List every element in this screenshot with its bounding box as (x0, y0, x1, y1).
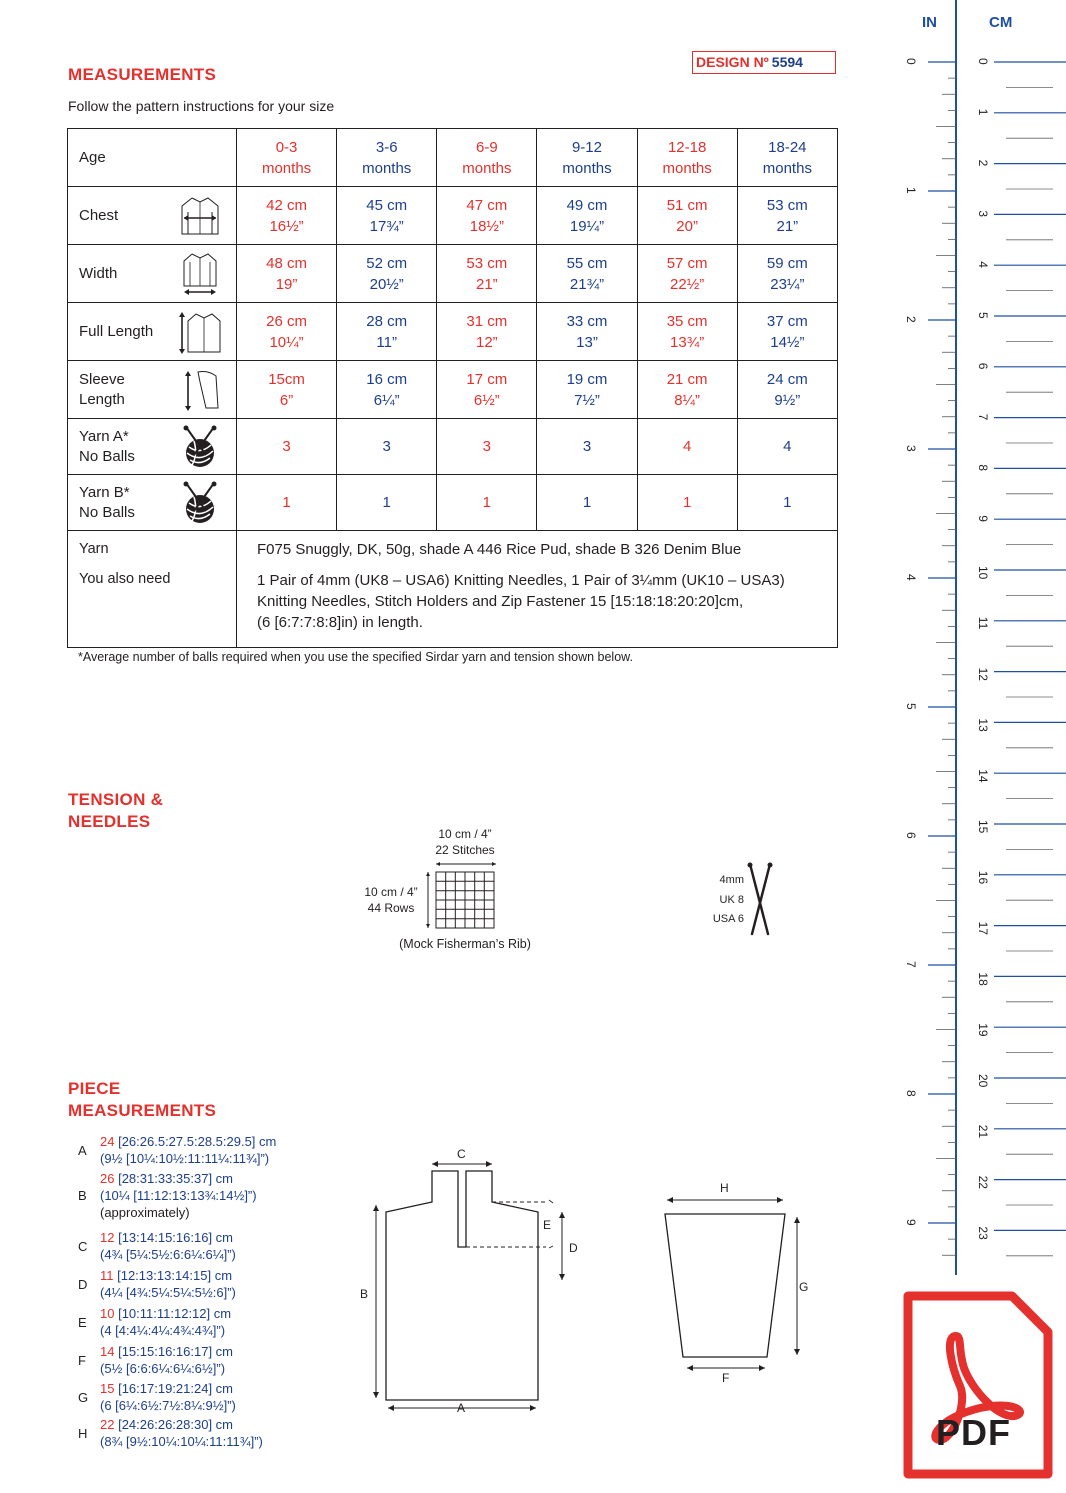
piece-inch-value: (6 [6¼:6½:7½:8¼:9½]”) (100, 1398, 236, 1413)
piece-cm-value: 24 [26:26.5:27.5:28.5:29.5] cm (100, 1134, 277, 1149)
piece-inch-value: (9½ [10¼:10½:11:11¼:11¾]”) (100, 1151, 270, 1166)
full-length-cell: 28 cm 11” (337, 303, 437, 361)
piece-measurement-item (78, 1417, 378, 1457)
piece-measurement-item (78, 1171, 378, 1220)
sleeve-length-row (68, 361, 838, 419)
row-label: Width (79, 264, 118, 282)
piece-letter: H (78, 1426, 88, 1441)
piece-measurement-item (78, 1344, 378, 1384)
width-cell: 59 cm 23¼” (737, 245, 837, 303)
piece-letter: E (78, 1315, 87, 1330)
inch-number: 9 (904, 1219, 918, 1226)
yarn-a-row (68, 419, 838, 475)
yarn-b-row (68, 475, 838, 531)
sleeve-cell: 21 cm 8¼” (637, 361, 737, 419)
chest-row (68, 187, 838, 245)
inch-number: 2 (904, 316, 918, 323)
full-length-row (68, 303, 838, 361)
yarn-ball-icon (178, 481, 222, 525)
row-label: Yarn B* No Balls (79, 483, 135, 521)
diagram-label-b: B (360, 1287, 369, 1301)
also-need-value: 1 Pair of 4mm (UK8 – USA6) Knitting Needles, 1 Pair of 3¼mm (UK10 – USA3) Knitting Needles, Stitch Holders and Zip Fastener 15 [15:18:18:20:20]cm, (6 [6:7:7:8:8]in) in length. (257, 572, 785, 631)
piece-letter: A (78, 1143, 87, 1158)
inch-number: 4 (904, 574, 918, 581)
cm-number: 7 (976, 413, 990, 421)
cm-number: 1 (976, 108, 990, 116)
cm-number: 12 (976, 667, 990, 681)
sleeve-cell: 24 cm 9½” (737, 361, 837, 419)
tension-swatch-grid (420, 862, 500, 932)
needle-sizes: 4mm UK 8 USA 6 (712, 874, 744, 925)
size-header: 18-24 months (737, 129, 837, 187)
piece-cm-value: 15 [16:17:19:21:24] cm (100, 1381, 233, 1396)
design-number: 5594 (771, 54, 803, 70)
ruler-in-label: IN (922, 14, 937, 31)
pattern-subtitle: Follow the pattern instructions for your size (68, 98, 335, 114)
width-row (68, 245, 838, 303)
piece-inch-value: (4 [4:4¼:4¼:4¾:4¾]”) (100, 1323, 226, 1338)
tension-title: TENSION & NEEDLES (68, 790, 164, 831)
row-label: Chest (79, 206, 119, 224)
inch-number: 6 (904, 832, 918, 839)
cm-number: 17 (976, 921, 990, 935)
footnote: *Average number of balls required when you use the specified Sirdar yarn and tension shown below. (78, 650, 633, 664)
cm-number: 21 (976, 1124, 990, 1139)
inch-number: 3 (904, 445, 918, 452)
piece-cm-value: 14 [15:15:16:16:17] cm (100, 1344, 233, 1359)
cm-number: 0 (976, 58, 990, 65)
chest-cell: 51 cm 20” (637, 187, 737, 245)
yarn-a-cell: 3 (537, 419, 637, 475)
cm-number: 10 (976, 566, 990, 580)
stitch-pattern-name: (Mock Fisherman’s Rib) (399, 937, 531, 951)
size-header: 9-12 months (537, 129, 637, 187)
piece-note: (approximately) (100, 1205, 190, 1220)
row-label: Full Length (79, 322, 154, 340)
inch-number: 1 (904, 187, 918, 194)
tension-height-label: 10 cm / 4” 44 Rows (364, 885, 418, 915)
yarn-a-cell: 3 (437, 419, 537, 475)
cm-number: 19 (976, 1023, 990, 1037)
full-length-cell: 35 cm 13¾” (637, 303, 737, 361)
knitting-needles-icon (746, 862, 774, 936)
sleeve-cell: 19 cm 7½” (537, 361, 637, 419)
sleeve-cell: 16 cm 6¼” (337, 361, 437, 419)
yarn-a-cell: 4 (737, 419, 837, 475)
width-cell: 48 cm 19” (237, 245, 337, 303)
piece-inch-value: (5½ [6:6:6¼:6¼:6½]”) (100, 1361, 226, 1376)
sleeve-cell: 15cm 6” (237, 361, 337, 419)
piece-cm-value: 10 [10:11:11:12:12] cm (100, 1306, 232, 1321)
inch-number: 5 (904, 703, 918, 710)
piece-inch-value: (4¼ [4¾:5¼:5¼:5½:6]”) (100, 1285, 236, 1300)
piece-inch-value: (4¾ [5¼:5½:6:6¼:6¼]”) (100, 1247, 236, 1262)
tension-width-label: 10 cm / 4” 22 Stitches (435, 827, 495, 857)
cm-number: 2 (976, 159, 990, 167)
piece-measurement-item (78, 1381, 378, 1421)
diagram-label-c: C (457, 1147, 466, 1161)
piece-letter: G (78, 1390, 89, 1405)
yarn-b-cell: 1 (637, 475, 737, 531)
yarn-label: Yarn (79, 541, 109, 557)
piece-cm-value: 11 [12:13:13:14:15] cm (100, 1268, 233, 1283)
sleeve-piece-diagram (655, 1185, 815, 1385)
piece-measurement-item (78, 1134, 378, 1174)
size-header: 3-6 months (337, 129, 437, 187)
diagram-label-g: G (799, 1280, 809, 1294)
cm-number: 22 (976, 1175, 990, 1189)
yarn-b-cell: 1 (537, 475, 637, 531)
yarn-a-cell: 3 (337, 419, 437, 475)
piece-cm-value: 12 [13:14:15:16:16] cm (100, 1230, 233, 1245)
piece-cm-value: 22 [24:26:26:28:30] cm (100, 1417, 233, 1432)
inch-number: 7 (904, 961, 918, 968)
chest-cell: 45 cm 17¾” (337, 187, 437, 245)
age-label: Age (79, 148, 106, 166)
also-need-label: You also need (79, 571, 171, 587)
ruler-scale (895, 0, 1066, 1280)
width-cell: 57 cm 22½” (637, 245, 737, 303)
piece-cm-value: 26 [28:31:33:35:37] cm (100, 1171, 233, 1186)
cm-number: 5 (976, 312, 990, 319)
yarn-b-cell: 1 (237, 475, 337, 531)
diagram-label-d: D (569, 1241, 578, 1255)
age-label-cell (68, 129, 237, 187)
chest-cell: 42 cm 16½” (237, 187, 337, 245)
inch-number: 8 (904, 1090, 918, 1097)
length-icon (178, 310, 222, 354)
cm-number: 13 (976, 718, 990, 732)
chest-icon (178, 194, 222, 238)
row-label: Yarn A* No Balls (79, 427, 135, 465)
row-label: Sleeve Length (79, 370, 125, 408)
pdf-label: PDF (936, 1412, 1011, 1453)
width-cell: 52 cm 20½” (337, 245, 437, 303)
cm-number: 14 (976, 769, 990, 783)
diagram-label-f: F (722, 1371, 730, 1385)
piece-measurement-item (78, 1306, 378, 1346)
yarn-a-cell: 4 (637, 419, 737, 475)
piece-inch-value: (10¼ [11:12:13:13¾:14½]”) (100, 1188, 257, 1203)
width-cell: 53 cm 21” (437, 245, 537, 303)
size-header: 0-3 months (237, 129, 337, 187)
cm-number: 15 (976, 820, 990, 834)
cm-number: 6 (976, 362, 990, 370)
yarn-b-cell: 1 (337, 475, 437, 531)
width-icon (178, 252, 222, 296)
cm-number: 16 (976, 870, 990, 885)
yarn-info-row (68, 531, 838, 648)
design-number-box (692, 51, 836, 74)
chest-cell: 49 cm 19¼” (537, 187, 637, 245)
piece-letter: F (78, 1353, 86, 1368)
body-piece-diagram (350, 1140, 610, 1430)
diagram-label-e: E (543, 1218, 552, 1232)
cm-number: 3 (976, 210, 990, 218)
inch-number: 0 (904, 58, 918, 65)
piece-letter: B (78, 1188, 87, 1203)
yarn-ball-icon (178, 425, 222, 469)
cm-number: 4 (976, 261, 990, 268)
piece-letter: C (78, 1239, 88, 1254)
cm-number: 23 (976, 1226, 990, 1240)
piece-letter: D (78, 1277, 88, 1292)
piece-measurements-title: PIECE MEASUREMENTS (68, 1079, 217, 1120)
chest-cell: 47 cm 18½” (437, 187, 537, 245)
age-row (68, 129, 838, 187)
diagram-label-h: H (720, 1181, 729, 1195)
chest-cell: 53 cm 21” (737, 187, 837, 245)
size-header: 6-9 months (437, 129, 537, 187)
measurements-title: MEASUREMENTS (68, 65, 217, 84)
sleeve-icon (178, 368, 222, 412)
full-length-cell: 31 cm 12” (437, 303, 537, 361)
cm-number: 18 (976, 972, 990, 986)
design-label: DESIGN Nº (696, 54, 769, 70)
cm-number: 9 (976, 515, 990, 522)
width-cell: 55 cm 21¾” (537, 245, 637, 303)
full-length-cell: 37 cm 14½” (737, 303, 837, 361)
cm-number: 20 (976, 1074, 990, 1088)
yarn-b-cell: 1 (437, 475, 537, 531)
yarn-a-cell: 3 (237, 419, 337, 475)
piece-measurement-item (78, 1230, 378, 1270)
measuring-ruler (895, 0, 1066, 1280)
ruler-cm-label: CM (989, 14, 1013, 31)
yarn-b-cell: 1 (737, 475, 837, 531)
sleeve-cell: 17 cm 6½” (437, 361, 537, 419)
full-length-cell: 26 cm 10¼” (237, 303, 337, 361)
yarn-value: F075 Snuggly, DK, 50g, shade A 446 Rice Pud, shade B 326 Denim Blue (257, 541, 742, 558)
size-header: 12-18 months (637, 129, 737, 187)
piece-inch-value: (8¾ [9½:10¼:10¼:11:11¾]”) (100, 1434, 263, 1449)
measurements-table (67, 128, 838, 648)
piece-measurement-item (78, 1268, 378, 1308)
cm-number: 8 (976, 464, 990, 472)
full-length-cell: 33 cm 13” (537, 303, 637, 361)
cm-number: 11 (976, 616, 990, 630)
diagram-label-a: A (457, 1401, 466, 1415)
